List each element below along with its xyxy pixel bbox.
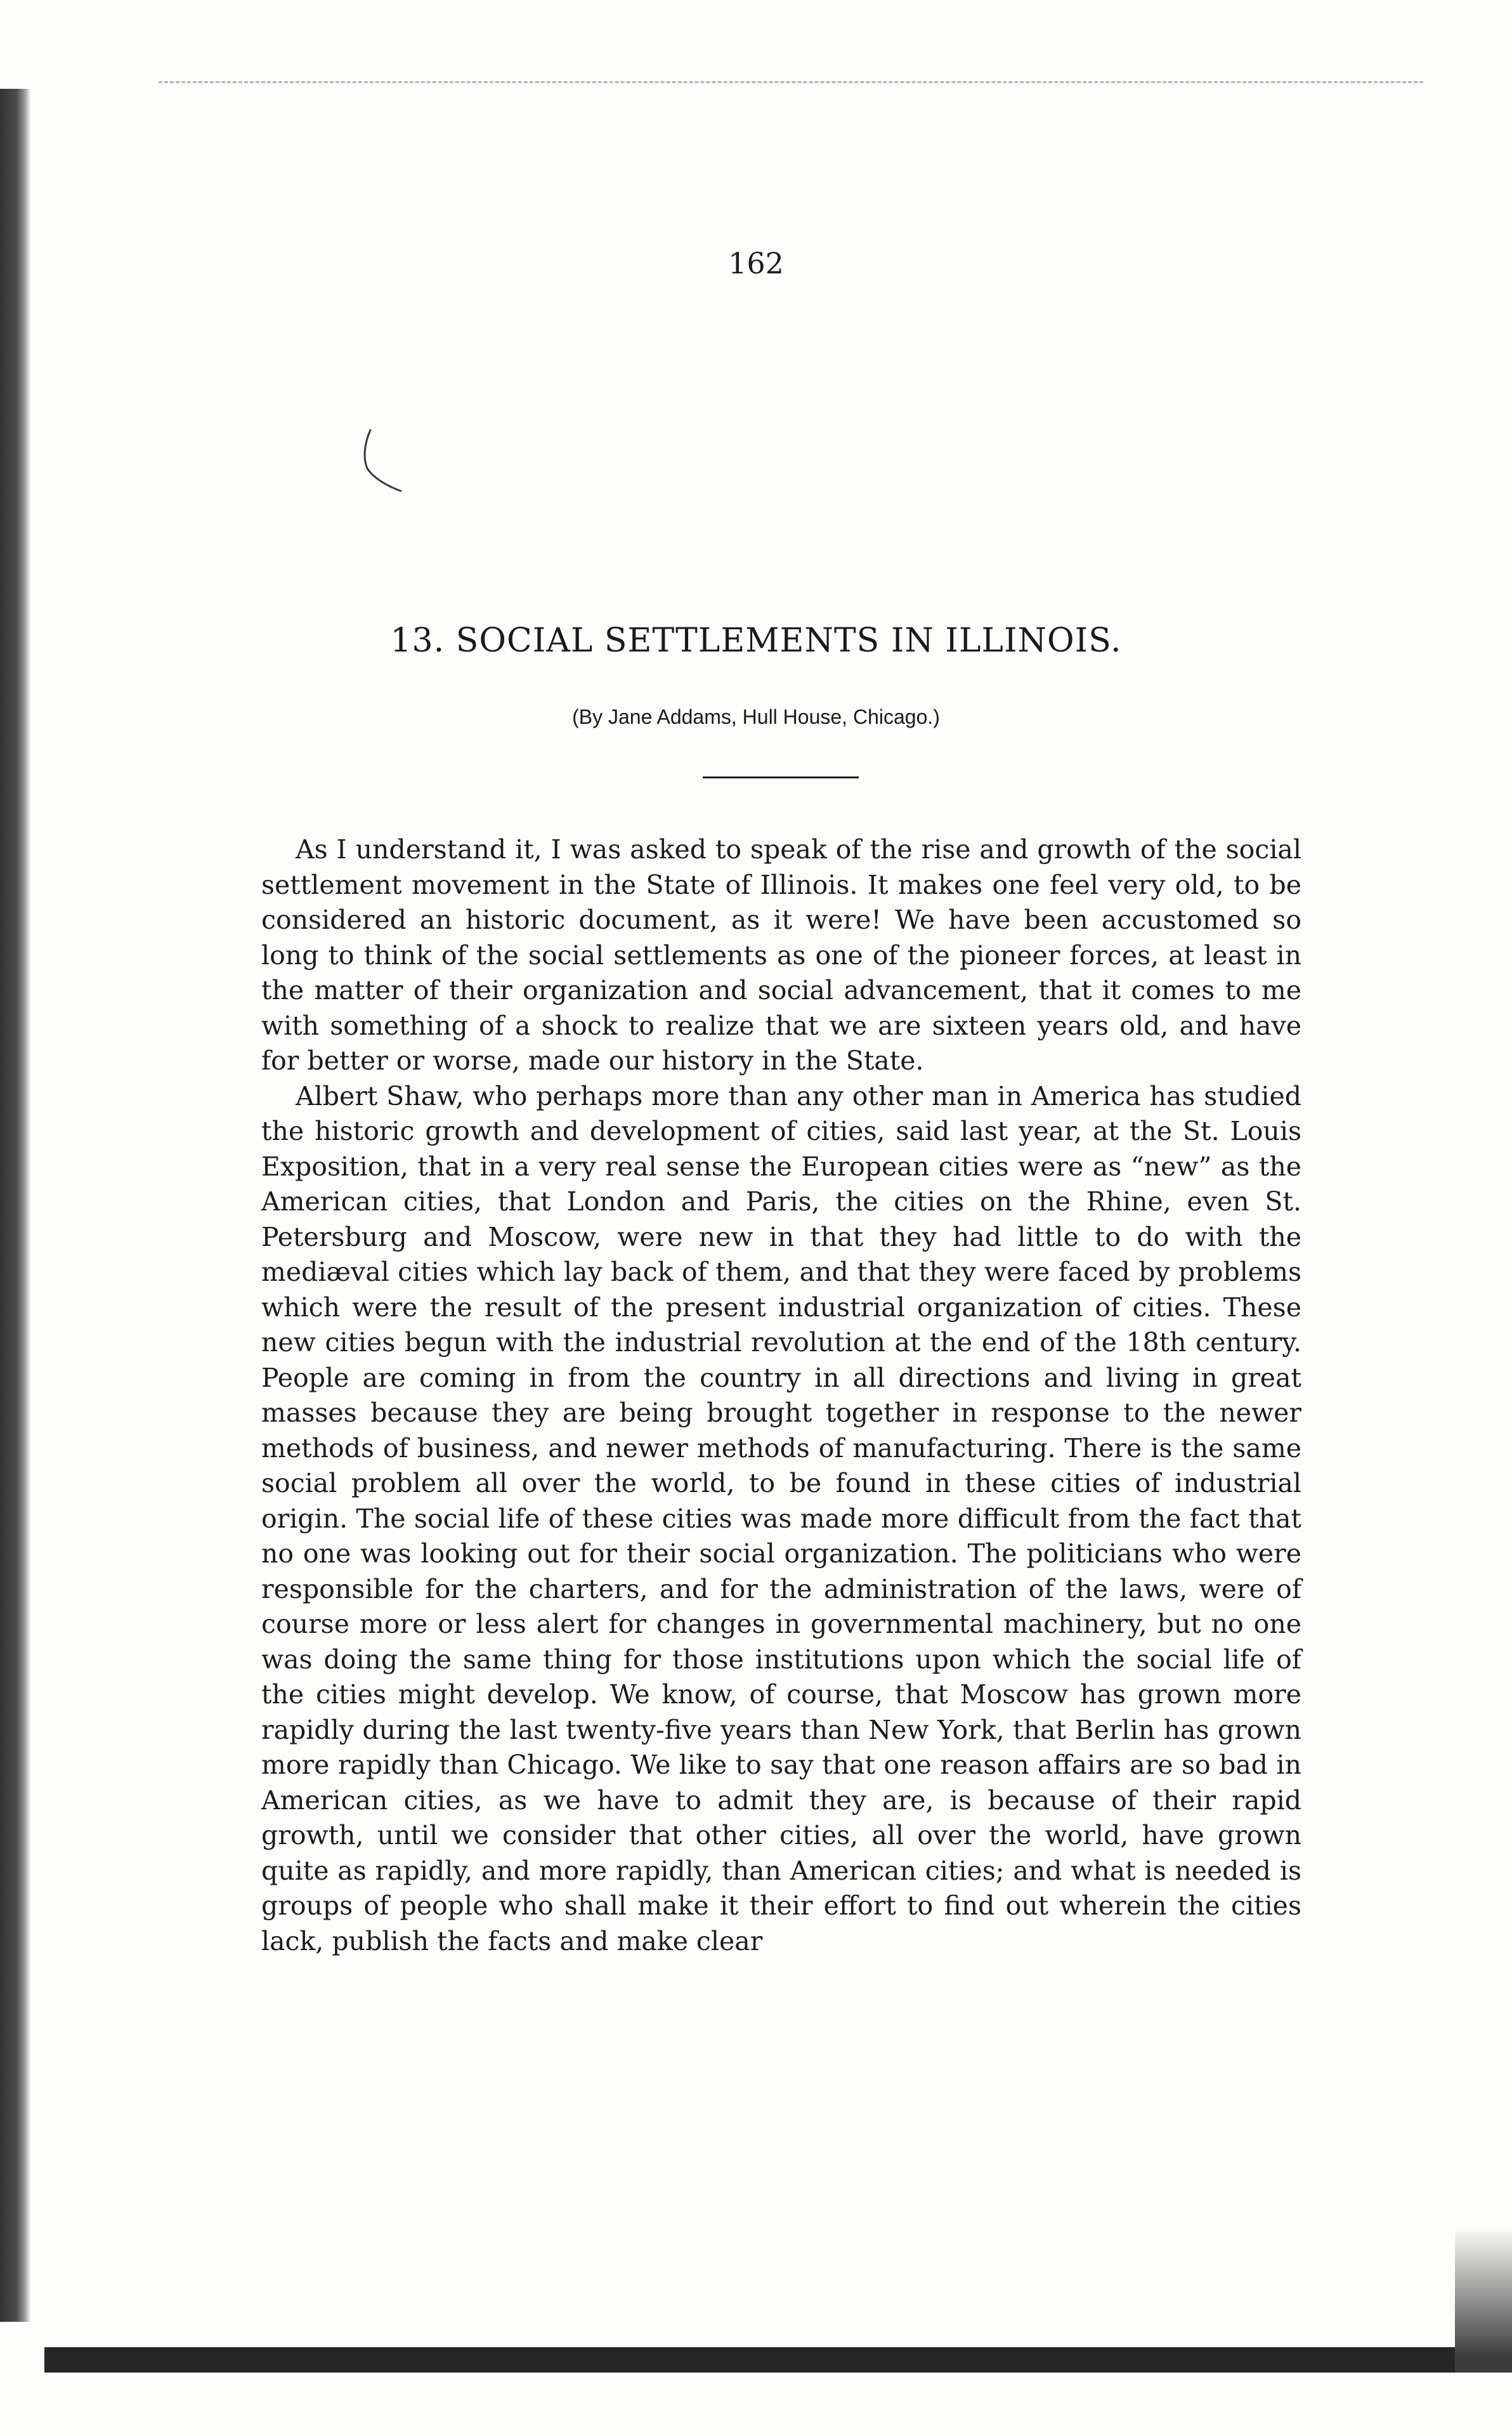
title-divider — [703, 776, 859, 778]
paragraph: As I understand it, I was asked to speak of the rise and growth of the social settlement movement in the State of Illinois. It makes one feel very old, to be considered an historic document, as it were! We have been accustomed so long to think of the social settlements as one of the pioneer forces, at least in the matter of their organization and social advancement, that it comes to me with something of a shock to realize that we are sixteen years old, and have for better or worse, made our history in the State. — [261, 834, 1301, 1076]
article-title: 13. SOCIAL SETTLEMENTS IN ILLINOIS. — [390, 622, 1122, 660]
article-byline: (By Jane Addams, Hull House, Chicago.) — [572, 705, 940, 728]
article-body — [261, 832, 1301, 1959]
scan-bottom-border — [44, 2347, 1468, 2373]
page-number: 162 — [728, 246, 784, 280]
scan-binding-shadow — [0, 89, 30, 2322]
scan-corner-shadow — [1455, 2227, 1512, 2373]
pencil-mark-icon — [359, 425, 410, 495]
paragraph: Albert Shaw, who perhaps more than any other man in America has studied the historic growth and development of cities, said last year, at the St. Louis Exposition, that in a very real sense the European cities were as “new” as the American cities, that London and Paris, the cities on the Rhine, even St. Petersburg and Moscow, were new in that they had little to do with the mediæval cities which lay back of them, and that they were faced by problems which were the result of the present industrial organization of cities. These new cities begun with the industrial revolution at the end of the 18th century. People are coming in from the country in all directions and living in great masses because they are being brought together in response to the newer methods of business, and newer methods of manufacturing. There is the same social problem all over the world, to be found in these cities of industrial origin. The social life of these cities was made more difficult from the fact that no one was looking out for their social organization. The politicians who were responsible for the charters, and for the administration of the laws, were of course more or less alert for changes in governmental machinery, but no one was doing the same thing for those institutions upon which the social life of the cities might develop. We know, of course, that Moscow has grown more rapidly during the last twenty-five years than New York, that Berlin has grown more rapidly than Chicago. We like to say that one reason affairs are so bad in American cities, as we have to admit they are, is because of their rapid growth, until we consider that other cities, all over the world, have grown quite as rapidly, and more rapidly, than American cities; and what is needed is groups of people who shall make it their effort to find out wherein the cities lack, publish the facts and make clear — [261, 1080, 1301, 1956]
top-rule — [159, 81, 1423, 83]
